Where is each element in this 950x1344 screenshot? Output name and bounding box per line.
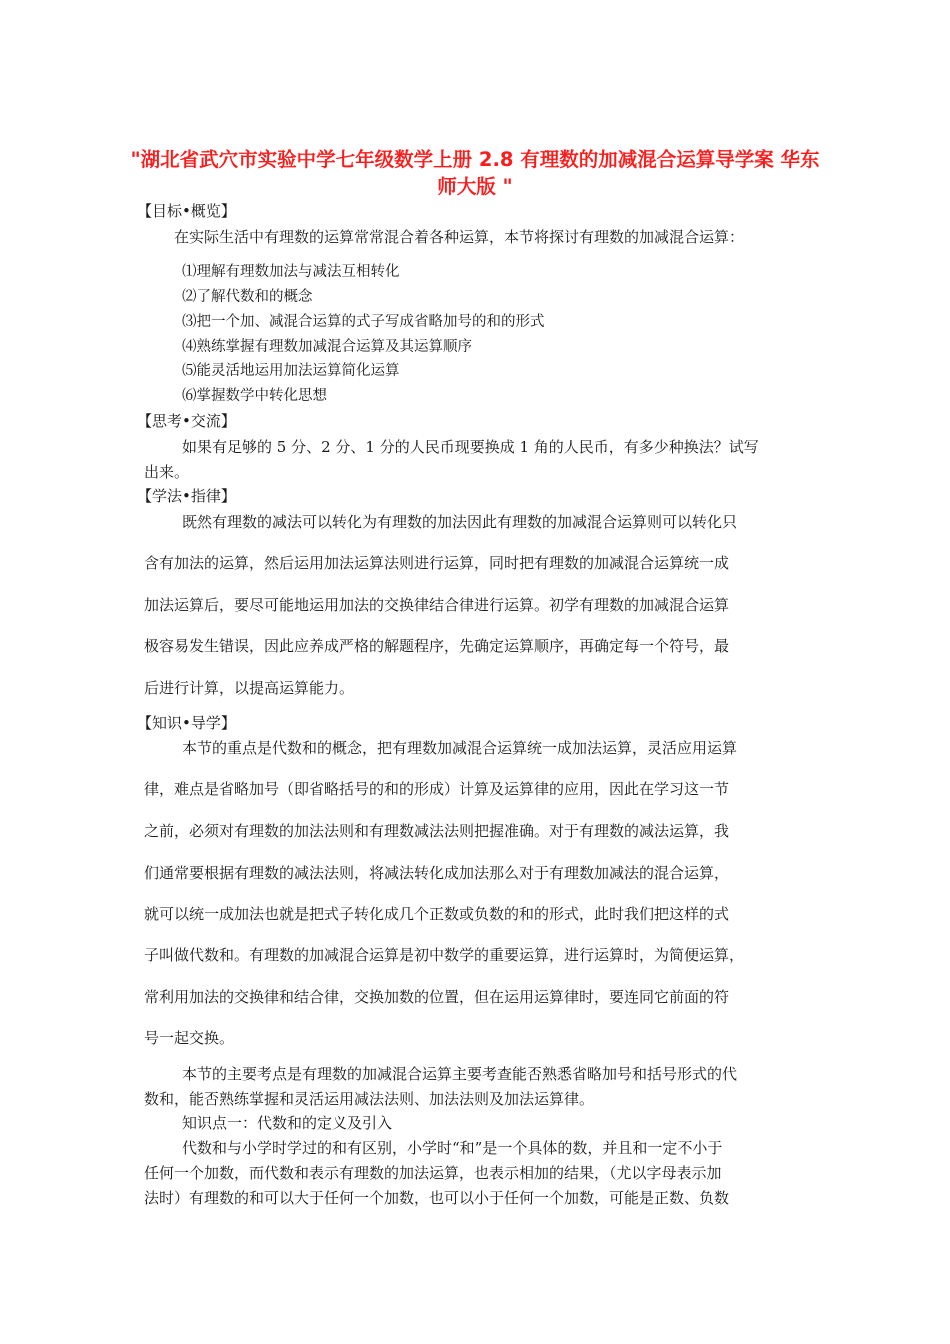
- exam-line: 本节的主要考点是有理数的加减混合运算主要考查能否熟悉省略加号和括号形式的代: [182, 1065, 738, 1083]
- goal-item: ⑸能灵活地运用加法运算简化运算: [182, 363, 400, 379]
- method-line: 极容易发生错误，因此应养成严格的解题程序，先确定运算顺序，再确定每一个符号，最: [144, 637, 730, 655]
- knowledge-line: 之前，必须对有理数的加法法则和有理数减法法则把握准确。对于有理数的减法运算，我: [144, 822, 730, 840]
- point1-line: 任何一个加数，而代数和表示有理数的加法运算，也表示相加的结果，（尤以字母表示加: [144, 1164, 722, 1182]
- think-line: 如果有足够的 5 分、2 分、1 分的人民币现要换成 1 角的人民币，有多少种换法？试写: [182, 438, 759, 456]
- think-line: 出来。: [144, 463, 190, 481]
- knowledge-line: 号一起交换。: [144, 1029, 235, 1047]
- knowledge-line: 律，难点是省略加号（即省略括号的和的形成）计算及运算律的应用，因此在学习这一节: [144, 780, 730, 798]
- section-heading-goal: 【目标•概览】: [137, 202, 236, 220]
- goal-item: ⑵了解代数和的概念: [182, 289, 313, 305]
- goal-item: ⑶把一个加、减混合运算的式子写成省略加号的和的形式: [182, 314, 545, 330]
- exam-line: 数和，能否熟练掌握和灵活运用减法法则、加法法则及加法运算律。: [144, 1090, 595, 1108]
- point1-line: 法时）有理数的和可以大于任何一个加数，也可以小于任何一个加数，可能是正数、负数: [144, 1189, 730, 1207]
- point1-line: 代数和与小学时学过的和有区别，小学时“和”是一个具体的数，并且和一定不小于: [182, 1139, 723, 1157]
- section-heading-method: 【学法•指律】: [137, 487, 236, 505]
- method-line: 含有加法的运算，然后运用加法运算法则进行运算，同时把有理数的加减混合运算统一成: [144, 554, 730, 572]
- goal-item: ⑹掌握数学中转化思想: [182, 388, 327, 404]
- knowledge-line: 本节的重点是代数和的概念，把有理数加减混合运算统一成加法运算，灵活应用运算: [182, 739, 738, 757]
- section-heading-knowledge: 【知识•导学】: [137, 714, 236, 732]
- goal-item: ⑴理解有理数加法与减法互相转化: [182, 264, 400, 280]
- document-title: "湖北省武穴市实验中学七年级数学上册 2.8 有理数的加减混合运算导学案 华东师大版 ": [130, 148, 820, 198]
- goal-intro: 在实际生活中有理数的运算常常混合着各种运算，本节将探讨有理数的加减混合运算：: [174, 228, 745, 246]
- point1-heading: 知识点一：代数和的定义及引入: [182, 1114, 393, 1132]
- goal-item: ⑷熟练掌握有理数加减混合运算及其运算顺序: [182, 339, 472, 355]
- knowledge-line: 常利用加法的交换律和结合律，交换加数的位置，但在运用运算律时，要连同它前面的符: [144, 988, 730, 1006]
- section-heading-think: 【思考•交流】: [137, 412, 236, 430]
- method-line: 加法运算后，要尽可能地运用加法的交换律结合律进行运算。初学有理数的加减混合运算: [144, 596, 730, 614]
- knowledge-line: 子叫做代数和。有理数的加减混合运算是初中数学的重要运算，进行运算时，为简便运算，: [144, 946, 745, 964]
- knowledge-line: 就可以统一成加法也就是把式子转化成几个正数或负数的和的形式，此时我们把这样的式: [144, 905, 730, 923]
- knowledge-line: 们通常要根据有理数的减法法则，将减法转化成加法那么对于有理数加减法的混合运算，: [144, 864, 730, 882]
- method-line: 既然有理数的减法可以转化为有理数的加法因此有理数的加减混合运算则可以转化只: [182, 513, 738, 531]
- method-line: 后进行计算，以提高运算能力。: [144, 679, 355, 697]
